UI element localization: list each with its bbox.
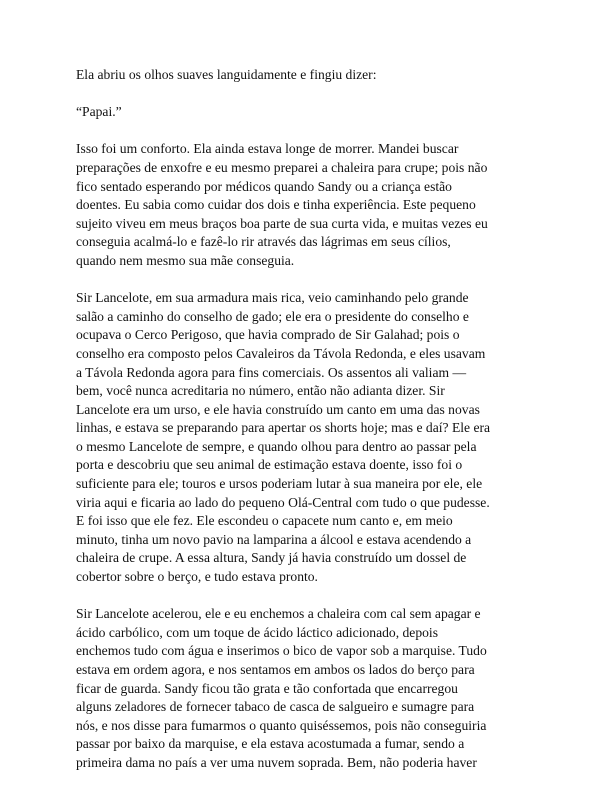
text-line: conseguia acalmá-lo e fazê-lo rir através das lágrimas em seus cílios, xyxy=(76,234,451,250)
text-line: enchemos tudo com água e inserimos o bico de vapor sob a marquise. Tudo xyxy=(76,643,487,659)
text-line: primeira dama no país a ver uma nuvem soprada. Bem, não poderia haver xyxy=(76,754,477,770)
text-line: chaleira de crupe. A essa altura, Sandy já havia construído um dossel de xyxy=(76,550,467,566)
text-line: minuto, tinha um novo pavio na lamparina a álcool e estava acendendo a xyxy=(76,531,472,547)
text-line: ácido carbólico, com um toque de ácido láctico adicionado, depois xyxy=(76,624,438,640)
text-line: conselho era composto pelos Cavaleiros da Távola Redonda, e eles usavam xyxy=(76,345,486,361)
text-line: Lancelote era um urso, e ele havia construído um canto em uma das novas xyxy=(76,401,480,417)
text-line: doentes. Eu sabia como cuidar dos dois e tinha experiência. Este pequeno xyxy=(76,197,476,213)
paragraph xyxy=(76,605,536,772)
text-line: Isso foi um conforto. Ela ainda estava longe de morrer. Mandei buscar xyxy=(76,141,459,157)
text-line: salão a caminho do conselho de gado; ele era o presidente do conselho e xyxy=(76,308,469,324)
text-line: cobertor sobre o berço, e tudo estava pronto. xyxy=(76,569,318,585)
text-line: “Papai.” xyxy=(76,104,122,120)
text-line: Sir Lancelote acelerou, ele e eu enchemos a chaleira com cal sem apagar e xyxy=(76,606,481,622)
text-line: ficar de guarda. Sandy ficou tão grata e tão confortada que encarregou xyxy=(76,680,458,696)
text-line: E foi isso que ele fez. Ele escondeu o capacete num canto e, em meio xyxy=(76,513,453,529)
text-line: sujeito viveu em meus braços boa parte de sua curta vida, e muitas vezes eu xyxy=(76,215,488,231)
text-line: o mesmo Lancelote de sempre, e quando olhou para dentro ao passar pela xyxy=(76,438,477,454)
text-line: Sir Lancelote, em sua armadura mais rica, veio caminhando pelo grande xyxy=(76,290,469,306)
text-line: Ela abriu os olhos suaves languidamente e fingiu dizer: xyxy=(76,67,377,82)
paragraph xyxy=(76,66,536,85)
text-line: quando nem mesmo sua mãe conseguia. xyxy=(76,252,295,268)
paragraph xyxy=(76,289,536,587)
text-line: nós, e nos disse para fumarmos o quanto quiséssemos, pois não conseguiria xyxy=(76,717,487,733)
paragraph xyxy=(76,103,536,122)
text-line: suficiente para ele; touros e ursos poderiam lutar à sua maneira por ele, ele xyxy=(76,476,483,492)
paragraph xyxy=(76,140,536,270)
text-line: viria aqui e ficaria ao lado do pequeno Olá-Central com tudo o que pudesse. xyxy=(76,494,490,510)
text-line: alguns zeladores de fornecer tabaco de casca de salgueiro e sumagre para xyxy=(76,699,475,715)
document-page xyxy=(76,66,536,791)
text-line: linhas, e estava se preparando para apertar os shorts hoje; mas e daí? Ele era xyxy=(76,420,491,436)
text-line: ocupava o Cerco Perigoso, que havia comprado de Sir Galahad; pois o xyxy=(76,327,460,343)
text-line: fico sentado esperando por médicos quando Sandy ou a criança estão xyxy=(76,178,452,194)
text-line: passar por baixo da marquise, e ela estava acostumada a fumar, sendo a xyxy=(76,736,465,752)
text-line: a Távola Redonda agora para fins comerciais. Os assentos ali valiam — xyxy=(76,364,467,380)
text-line: preparações de enxofre e eu mesmo preparei a chaleira para crupe; pois não xyxy=(76,159,488,175)
text-line: bem, você nunca acreditaria no número, então não adianta dizer. Sir xyxy=(76,383,445,399)
text-line: estava em ordem agora, e nos sentamos em ambos os lados do berço para xyxy=(76,662,475,677)
text-line: porta e descobriu que seu animal de estimação estava doente, isso foi o xyxy=(76,457,463,473)
